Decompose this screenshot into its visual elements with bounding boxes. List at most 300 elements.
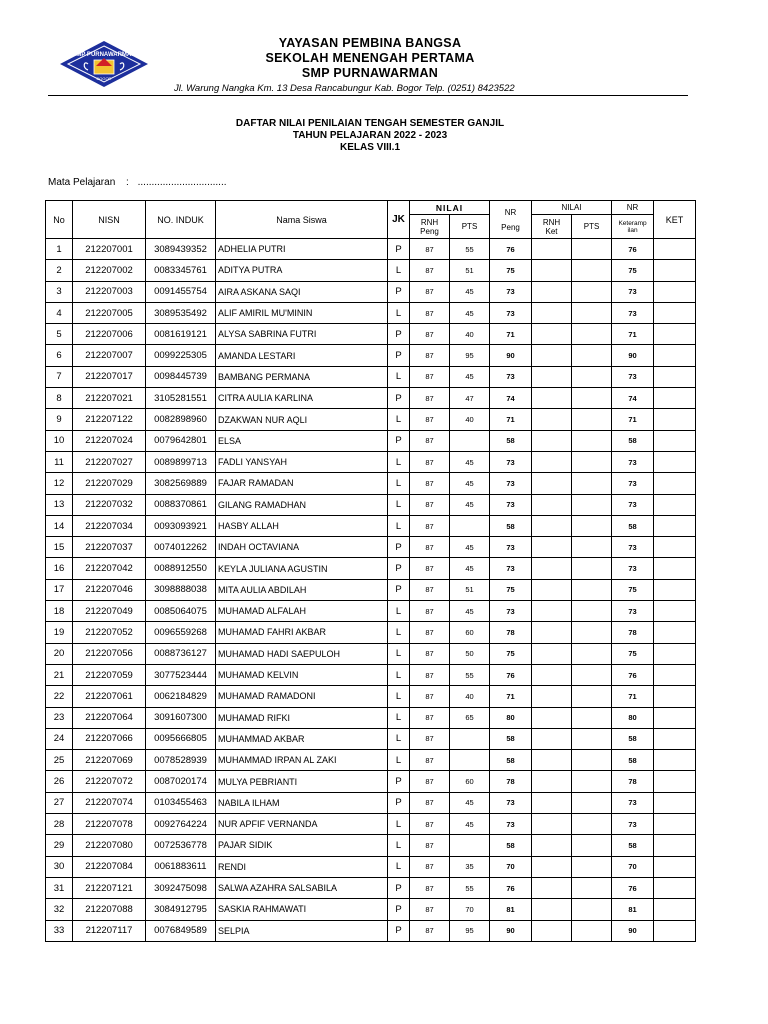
gender-cell: P xyxy=(388,239,410,260)
pts-ket-cell xyxy=(572,835,612,856)
nr-ket-cell: 78 xyxy=(612,771,654,792)
row-number: 4 xyxy=(46,302,73,323)
gender-cell: L xyxy=(388,515,410,536)
rnh-ket-cell xyxy=(532,260,572,281)
nr-peng-cell: 58 xyxy=(490,430,532,451)
gender-cell: L xyxy=(388,366,410,387)
rnh-peng-cell: 87 xyxy=(410,537,450,558)
pts-peng-cell: 45 xyxy=(450,302,490,323)
pts-peng-cell xyxy=(450,515,490,536)
student-name: MUHAMAD RAMADONI xyxy=(216,686,388,707)
ket-cell xyxy=(654,366,696,387)
table-row xyxy=(46,515,696,536)
pts-peng-cell: 65 xyxy=(450,707,490,728)
pts-ket-cell xyxy=(572,707,612,728)
ket-cell xyxy=(654,388,696,409)
nisn-cell: 212207006 xyxy=(73,324,146,345)
induk-cell: 0096559268 xyxy=(146,622,216,643)
nr-ket-cell: 90 xyxy=(612,345,654,366)
pts-peng-cell: 70 xyxy=(450,899,490,920)
table-row xyxy=(46,643,696,664)
school-address: Jl. Warung Nangka Km. 13 Desa Rancabungur Kab. Bogor Telp. (0251) 8423522 xyxy=(174,83,515,94)
grades-table-body xyxy=(46,239,696,942)
pts-peng-cell: 50 xyxy=(450,643,490,664)
nisn-cell: 212207029 xyxy=(73,473,146,494)
rnh-peng-cell: 87 xyxy=(410,345,450,366)
nisn-cell: 212207084 xyxy=(73,856,146,877)
nr-ket-cell: 73 xyxy=(612,814,654,835)
nr-ket-cell: 81 xyxy=(612,899,654,920)
ket-cell xyxy=(654,792,696,813)
nr-ket-cell: 78 xyxy=(612,622,654,643)
gender-cell: P xyxy=(388,771,410,792)
nisn-cell: 212207122 xyxy=(73,409,146,430)
induk-cell: 0062184829 xyxy=(146,686,216,707)
pts-peng-cell: 47 xyxy=(450,388,490,409)
rnh-ket-cell xyxy=(532,707,572,728)
nr-peng-cell: 80 xyxy=(490,707,532,728)
rnh-peng-cell: 87 xyxy=(410,601,450,622)
nisn-cell: 212207088 xyxy=(73,899,146,920)
nr-peng-cell: 73 xyxy=(490,537,532,558)
pts-peng-cell: 45 xyxy=(450,366,490,387)
header-nr1-line2: Peng xyxy=(501,222,520,232)
nisn-cell: 212207066 xyxy=(73,728,146,749)
row-number: 16 xyxy=(46,558,73,579)
table-row xyxy=(46,239,696,260)
pts-ket-cell xyxy=(572,814,612,835)
row-number: 22 xyxy=(46,686,73,707)
header-jk: JK xyxy=(388,201,410,239)
gender-cell: P xyxy=(388,579,410,600)
rnh-peng-cell: 87 xyxy=(410,281,450,302)
pts-peng-cell: 45 xyxy=(450,814,490,835)
rnh-peng-cell: 87 xyxy=(410,707,450,728)
school-type: SEKOLAH MENENGAH PERTAMA xyxy=(265,51,475,65)
table-row xyxy=(46,622,696,643)
rnh-ket-cell xyxy=(532,728,572,749)
ket-cell xyxy=(654,622,696,643)
pts-ket-cell xyxy=(572,537,612,558)
ket-cell xyxy=(654,686,696,707)
pts-ket-cell xyxy=(572,856,612,877)
nr-peng-cell: 73 xyxy=(490,302,532,323)
rnh-peng-cell: 87 xyxy=(410,515,450,536)
ket-cell xyxy=(654,302,696,323)
table-row xyxy=(46,728,696,749)
induk-cell: 3089535492 xyxy=(146,302,216,323)
ket-cell xyxy=(654,920,696,941)
gender-cell: P xyxy=(388,920,410,941)
pts-peng-cell: 40 xyxy=(450,686,490,707)
student-name: MITA AULIA ABDILAH xyxy=(216,579,388,600)
nr-ket-cell: 58 xyxy=(612,750,654,771)
induk-cell: 0099225305 xyxy=(146,345,216,366)
nr-peng-cell: 73 xyxy=(490,558,532,579)
rnh-ket-cell xyxy=(532,579,572,600)
pts-peng-cell: 55 xyxy=(450,664,490,685)
rnh-ket-cell xyxy=(532,686,572,707)
table-row xyxy=(46,473,696,494)
nr-ket-cell: 73 xyxy=(612,494,654,515)
table-row xyxy=(46,281,696,302)
induk-cell: 0076849589 xyxy=(146,920,216,941)
nr-peng-cell: 73 xyxy=(490,792,532,813)
nisn-cell: 212207064 xyxy=(73,707,146,728)
student-name: KEYLA JULIANA AGUSTIN xyxy=(216,558,388,579)
rnh-peng-cell: 87 xyxy=(410,558,450,579)
pts-ket-cell xyxy=(572,473,612,494)
nr-ket-cell: 73 xyxy=(612,537,654,558)
nr-ket-cell: 58 xyxy=(612,430,654,451)
pts-ket-cell xyxy=(572,601,612,622)
nisn-cell: 212207001 xyxy=(73,239,146,260)
nisn-cell: 212207021 xyxy=(73,388,146,409)
nr-ket-cell: 71 xyxy=(612,686,654,707)
row-number: 27 xyxy=(46,792,73,813)
induk-cell: 0095666805 xyxy=(146,728,216,749)
induk-cell: 0088736127 xyxy=(146,643,216,664)
nr-peng-cell: 78 xyxy=(490,771,532,792)
table-row xyxy=(46,814,696,835)
ket-cell xyxy=(654,899,696,920)
induk-cell: 0093093921 xyxy=(146,515,216,536)
pts-peng-cell xyxy=(450,750,490,771)
table-row xyxy=(46,899,696,920)
nr-ket-cell: 73 xyxy=(612,601,654,622)
rnh-ket-cell xyxy=(532,643,572,664)
header-pts-peng: PTS xyxy=(450,215,490,239)
table-row xyxy=(46,856,696,877)
gender-cell: L xyxy=(388,728,410,749)
nr-peng-cell: 75 xyxy=(490,579,532,600)
pts-ket-cell xyxy=(572,664,612,685)
rnh-ket-cell xyxy=(532,664,572,685)
header-nilai-pengetahuan: NILAI xyxy=(410,201,490,215)
nisn-cell: 212207078 xyxy=(73,814,146,835)
grades-table xyxy=(45,200,696,942)
pts-ket-cell xyxy=(572,771,612,792)
rnh-ket-cell xyxy=(532,877,572,898)
rnh-peng-cell: 87 xyxy=(410,302,450,323)
subject-colon: : xyxy=(126,177,129,188)
nisn-cell: 212207037 xyxy=(73,537,146,558)
nisn-cell: 212207069 xyxy=(73,750,146,771)
student-name: AIRA ASKANA SAQI xyxy=(216,281,388,302)
nisn-cell: 212207059 xyxy=(73,664,146,685)
pts-ket-cell xyxy=(572,579,612,600)
nisn-cell: 212207007 xyxy=(73,345,146,366)
gender-cell: L xyxy=(388,302,410,323)
rnh-peng-cell: 87 xyxy=(410,239,450,260)
pts-ket-cell xyxy=(572,792,612,813)
table-row xyxy=(46,409,696,430)
induk-cell: 3082569889 xyxy=(146,473,216,494)
nisn-cell: 212207034 xyxy=(73,515,146,536)
rnh-ket-cell xyxy=(532,451,572,472)
rnh-ket-cell xyxy=(532,473,572,494)
gender-cell: L xyxy=(388,686,410,707)
nr-peng-cell: 73 xyxy=(490,281,532,302)
rnh-ket-cell xyxy=(532,622,572,643)
pts-ket-cell xyxy=(572,750,612,771)
row-number: 24 xyxy=(46,728,73,749)
rnh-peng-cell: 87 xyxy=(410,473,450,494)
row-number: 21 xyxy=(46,664,73,685)
induk-cell: 0079642801 xyxy=(146,430,216,451)
nr-ket-cell: 71 xyxy=(612,324,654,345)
nisn-cell: 212207024 xyxy=(73,430,146,451)
table-row xyxy=(46,686,696,707)
rnh-peng-cell: 87 xyxy=(410,664,450,685)
header-induk: NO. INDUK xyxy=(146,201,216,239)
rnh-peng-cell: 87 xyxy=(410,835,450,856)
table-row xyxy=(46,537,696,558)
gender-cell: L xyxy=(388,707,410,728)
row-number: 32 xyxy=(46,899,73,920)
student-name: GILANG RAMADHAN xyxy=(216,494,388,515)
row-number: 26 xyxy=(46,771,73,792)
ket-cell xyxy=(654,409,696,430)
student-name: HASBY ALLAH xyxy=(216,515,388,536)
student-name: NABILA ILHAM xyxy=(216,792,388,813)
ket-cell xyxy=(654,537,696,558)
pts-ket-cell xyxy=(572,494,612,515)
pts-ket-cell xyxy=(572,686,612,707)
pts-ket-cell xyxy=(572,899,612,920)
gender-cell: P xyxy=(388,558,410,579)
row-number: 23 xyxy=(46,707,73,728)
title-line-2: TAHUN PELAJARAN 2022 - 2023 xyxy=(292,130,448,141)
rnh-ket-cell xyxy=(532,750,572,771)
row-number: 5 xyxy=(46,324,73,345)
student-name: MUHAMAD RIFKI xyxy=(216,707,388,728)
rnh-peng-cell: 87 xyxy=(410,877,450,898)
row-number: 18 xyxy=(46,601,73,622)
rnh-ket-cell xyxy=(532,835,572,856)
ket-cell xyxy=(654,324,696,345)
row-number: 14 xyxy=(46,515,73,536)
document-title xyxy=(170,118,570,154)
student-name: MUHAMMAD IRPAN AL ZAKI xyxy=(216,750,388,771)
title-line-1: DAFTAR NILAI PENILAIAN TENGAH SEMESTER GANJIL xyxy=(235,118,505,129)
row-number: 12 xyxy=(46,473,73,494)
gender-cell: L xyxy=(388,473,410,494)
ket-cell xyxy=(654,558,696,579)
header-nilai-keterampilan: NILAI xyxy=(532,201,612,215)
subject-label: Mata Pelajaran xyxy=(48,177,116,188)
student-name: BAMBANG PERMANA xyxy=(216,366,388,387)
rnh-peng-cell: 87 xyxy=(410,792,450,813)
header-ket: KET xyxy=(654,201,696,239)
student-name: SELPIA xyxy=(216,920,388,941)
nr-peng-cell: 71 xyxy=(490,409,532,430)
student-name: ADHELIA PUTRI xyxy=(216,239,388,260)
pts-ket-cell xyxy=(572,388,612,409)
rnh-peng-cell: 87 xyxy=(410,451,450,472)
header-rnh-peng-line2: Peng xyxy=(420,226,439,236)
nr-peng-cell: 73 xyxy=(490,601,532,622)
row-number: 20 xyxy=(46,643,73,664)
row-number: 19 xyxy=(46,622,73,643)
row-number: 31 xyxy=(46,877,73,898)
ket-cell xyxy=(654,430,696,451)
school-name: SMP PURNAWARMAN xyxy=(301,66,439,80)
nr-peng-cell: 75 xyxy=(490,260,532,281)
nr-peng-cell: 71 xyxy=(490,686,532,707)
nr-ket-cell: 73 xyxy=(612,302,654,323)
pts-peng-cell: 45 xyxy=(450,792,490,813)
school-logo-icon xyxy=(58,40,150,88)
logo-text: SMP PURNAWARMAN xyxy=(72,52,136,58)
rnh-peng-cell: 87 xyxy=(410,728,450,749)
pts-ket-cell xyxy=(572,302,612,323)
table-row xyxy=(46,345,696,366)
nisn-cell: 212207052 xyxy=(73,622,146,643)
student-name: ADITYA PUTRA xyxy=(216,260,388,281)
rnh-ket-cell xyxy=(532,856,572,877)
row-number: 33 xyxy=(46,920,73,941)
student-name: ALYSA SABRINA FUTRI xyxy=(216,324,388,345)
table-row xyxy=(46,558,696,579)
header-rnh-ket-line2: Ket xyxy=(545,226,558,236)
title-line-3: KELAS VIII.1 xyxy=(339,142,400,153)
nr-ket-cell: 70 xyxy=(612,856,654,877)
rnh-peng-cell: 87 xyxy=(410,686,450,707)
table-row xyxy=(46,451,696,472)
gender-cell: L xyxy=(388,835,410,856)
letterhead-divider xyxy=(48,95,688,96)
nr-peng-cell: 78 xyxy=(490,622,532,643)
rnh-ket-cell xyxy=(532,281,572,302)
rnh-peng-cell: 87 xyxy=(410,260,450,281)
student-name: SALWA AZAHRA SALSABILA xyxy=(216,877,388,898)
nr-ket-cell: 73 xyxy=(612,281,654,302)
nisn-cell: 212207049 xyxy=(73,601,146,622)
table-row xyxy=(46,324,696,345)
pts-ket-cell xyxy=(572,366,612,387)
nisn-cell: 212207005 xyxy=(73,302,146,323)
ket-cell xyxy=(654,877,696,898)
ket-cell xyxy=(654,579,696,600)
pts-ket-cell xyxy=(572,515,612,536)
nr-peng-cell: 76 xyxy=(490,239,532,260)
ket-cell xyxy=(654,728,696,749)
ket-cell xyxy=(654,601,696,622)
induk-cell: 0082898960 xyxy=(146,409,216,430)
row-number: 28 xyxy=(46,814,73,835)
nr-ket-cell: 58 xyxy=(612,835,654,856)
induk-cell: 0081619121 xyxy=(146,324,216,345)
induk-cell: 0072536778 xyxy=(146,835,216,856)
pts-peng-cell: 45 xyxy=(450,473,490,494)
nr-peng-cell: 73 xyxy=(490,366,532,387)
pts-ket-cell xyxy=(572,239,612,260)
rnh-peng-cell: 87 xyxy=(410,494,450,515)
pts-peng-cell: 40 xyxy=(450,324,490,345)
table-row xyxy=(46,388,696,409)
induk-cell: 0083345761 xyxy=(146,260,216,281)
rnh-ket-cell xyxy=(532,302,572,323)
header-nr-keterampilan: NR xyxy=(612,201,654,215)
subject-value: ................................ xyxy=(137,177,227,188)
ket-cell xyxy=(654,239,696,260)
ket-cell xyxy=(654,664,696,685)
table-row xyxy=(46,302,696,323)
gender-cell: L xyxy=(388,622,410,643)
student-name: MUHAMAD ALFALAH xyxy=(216,601,388,622)
induk-cell: 0078528939 xyxy=(146,750,216,771)
nr-peng-cell: 74 xyxy=(490,388,532,409)
table-row xyxy=(46,260,696,281)
induk-cell: 0085064075 xyxy=(146,601,216,622)
student-name: RENDI xyxy=(216,856,388,877)
nisn-cell: 212207121 xyxy=(73,877,146,898)
header-nisn: NISN xyxy=(73,201,146,239)
header-nr-pengetahuan xyxy=(490,201,532,239)
nr-ket-cell: 71 xyxy=(612,409,654,430)
table-row xyxy=(46,664,696,685)
induk-cell: 3092475098 xyxy=(146,877,216,898)
pts-peng-cell: 55 xyxy=(450,877,490,898)
table-row xyxy=(46,430,696,451)
row-number: 15 xyxy=(46,537,73,558)
nisn-cell: 212207046 xyxy=(73,579,146,600)
pts-peng-cell: 45 xyxy=(450,281,490,302)
pts-peng-cell xyxy=(450,728,490,749)
nr-peng-cell: 58 xyxy=(490,515,532,536)
student-name: FAJAR RAMADAN xyxy=(216,473,388,494)
gender-cell: L xyxy=(388,260,410,281)
gender-cell: L xyxy=(388,451,410,472)
rnh-peng-cell: 87 xyxy=(410,814,450,835)
student-name: AMANDA LESTARI xyxy=(216,345,388,366)
induk-cell: 3105281551 xyxy=(146,388,216,409)
gender-cell: L xyxy=(388,643,410,664)
row-number: 17 xyxy=(46,579,73,600)
row-number: 25 xyxy=(46,750,73,771)
induk-cell: 0089899713 xyxy=(146,451,216,472)
induk-cell: 0098445739 xyxy=(146,366,216,387)
rnh-ket-cell xyxy=(532,430,572,451)
nr-peng-cell: 58 xyxy=(490,750,532,771)
rnh-peng-cell: 87 xyxy=(410,643,450,664)
rnh-ket-cell xyxy=(532,792,572,813)
nisn-cell: 212207027 xyxy=(73,451,146,472)
gender-cell: P xyxy=(388,877,410,898)
nr-peng-cell: 58 xyxy=(490,835,532,856)
gender-cell: L xyxy=(388,664,410,685)
rnh-ket-cell xyxy=(532,494,572,515)
ket-cell xyxy=(654,771,696,792)
nr-ket-cell: 76 xyxy=(612,664,654,685)
nr-peng-cell: 76 xyxy=(490,877,532,898)
pts-peng-cell: 51 xyxy=(450,579,490,600)
nr-ket-cell: 76 xyxy=(612,877,654,898)
rnh-ket-cell xyxy=(532,558,572,579)
nr-ket-cell: 73 xyxy=(612,473,654,494)
table-row xyxy=(46,750,696,771)
pts-peng-cell: 45 xyxy=(450,494,490,515)
pts-peng-cell: 51 xyxy=(450,260,490,281)
row-number: 8 xyxy=(46,388,73,409)
rnh-ket-cell xyxy=(532,366,572,387)
ket-cell xyxy=(654,494,696,515)
student-name: MUHAMAD FAHRI AKBAR xyxy=(216,622,388,643)
header-nr1-line1: NR xyxy=(504,207,517,217)
rnh-ket-cell xyxy=(532,920,572,941)
rnh-peng-cell: 87 xyxy=(410,920,450,941)
